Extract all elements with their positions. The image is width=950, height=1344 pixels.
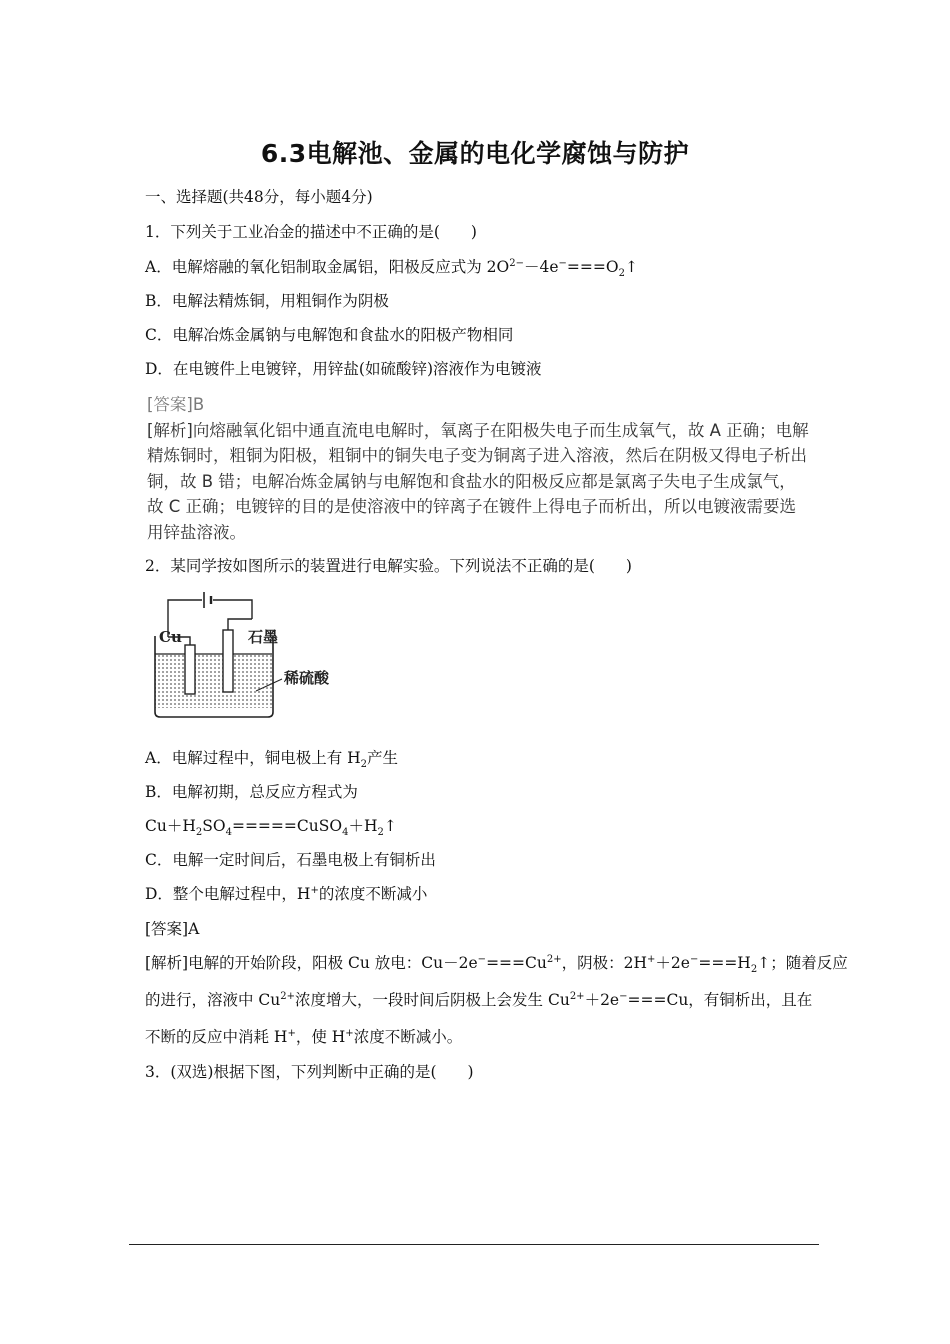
graphite-electrode: [223, 630, 233, 692]
page-title: 6.3电解池、金属的电化学腐蚀与防护: [260, 139, 690, 168]
q1-answer: [答案]B: [147, 395, 205, 414]
q1-analysis-line: 故 C 正确；电镀锌的目的是使溶液中的锌离子在镀件上得电子而析出，所以电镀液需要选: [147, 497, 797, 516]
q2-option-a: A．电解过程中，铜电极上有 $H_2$产生: [145, 749, 399, 771]
q2-option-c: C．电解一定时间后，石墨电极上有铜析出: [145, 851, 436, 869]
cu-label: Cu: [159, 628, 182, 646]
section-heading: 一、选择题(共48分，每小题4分): [145, 188, 373, 206]
q2-equation: $Cu+H_2SO_4=====CuSO_4+H_2↑$: [145, 817, 397, 839]
q2-analysis-line: [解析]电解的开始阶段，阳极 Cu 放电：$Cu-2e^-===Cu^{2+}$，阴极：$2H^++2e^-===H_2↑$；随着反应: [145, 953, 848, 976]
cu-electrode: [185, 645, 195, 694]
q1-option-b: B．电解法精炼铜，用粗铜作为阴极: [145, 292, 389, 310]
q2-analysis-line: 不断的反应中消耗 H+，使 H+浓度不断减小。: [145, 1027, 463, 1046]
q1-analysis-line: 铜，故 B 错；电解冶炼金属钠与电解饱和食盐水的阳极反应都是氯离子失电子生成氯气，: [147, 471, 796, 491]
graphite-label: 石墨: [248, 628, 279, 646]
q1-option-c: C．电解冶炼金属钠与电解饱和食盐水的阳极产物相同: [145, 326, 514, 344]
footer-rule: [129, 1244, 819, 1245]
q3-stem: 3．(双选)根据下图，下列判断中正确的是( ): [145, 1063, 474, 1081]
q1-answer-block: [147, 392, 827, 545]
electrolysis-cell-diagram: [150, 590, 350, 724]
solution-label: 稀硫酸: [284, 669, 330, 687]
q2-analysis-line: 的进行，溶液中 $Cu^{2+}$浓度增大，一段时间后阴极上会发生 $Cu^{2+}+2e^-===Cu$，有铜析出，且在: [145, 990, 813, 1009]
q1-analysis-line: 用锌盐溶液。: [147, 522, 246, 542]
q1-option-a: A．电解熔融的氧化铝制取金属铝，阳极反应式为 $2O^{2-}-4e^-===O_2↑$: [145, 257, 638, 280]
q2-answer: [答案]A: [145, 920, 200, 938]
q2-option-d: D．整个电解过程中，H+的浓度不断减小: [145, 884, 428, 903]
q2-stem: 2．某同学按如图所示的装置进行电解实验。下列说法不正确的是( ): [145, 557, 632, 575]
q2-option-b: B．电解初期，总反应方程式为: [145, 783, 358, 801]
q1-analysis-line: 精炼铜时，粗铜为阳极，粗铜中的铜失电子变为铜离子进入溶液，然后在阴极又得电子析出: [147, 446, 807, 465]
q1-option-d: D．在电镀件上电镀锌，用锌盐(如硫酸锌)溶液作为电镀液: [145, 360, 542, 378]
q1-stem: 1．下列关于工业冶金的描述中不正确的是( ): [145, 223, 477, 241]
q1-analysis-line: [解析]向熔融氧化铝中通直流电电解时，氧离子在阳极失电子而生成氧气，故 A 正确；电解: [147, 420, 809, 440]
